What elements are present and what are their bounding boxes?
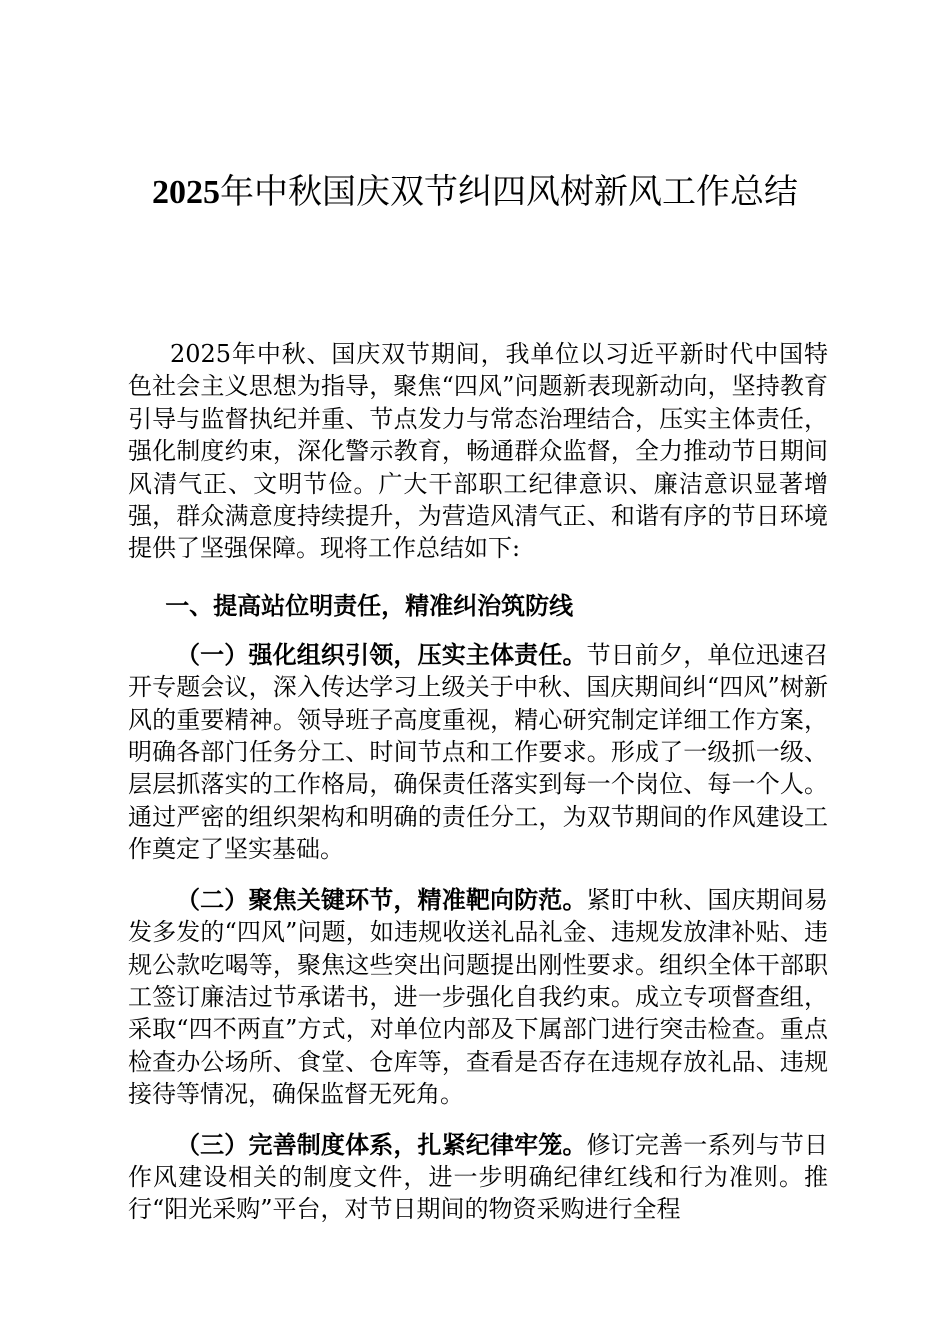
- title-year: 2025: [152, 174, 220, 211]
- item-text: 节日前夕，单位迅速召开专题会议，深入传达学习上级关于中秋、国庆期间纠“四风”树新风的重要精神。领导班子高度重视，精心研究制定详细工作方案，明确各部门任务分工、时间节点和工作要求。形成了一级抓一级、层层抓落实的工作格局，确保责任落实到每一个岗位、每一个人。通过严密的组织架构和明确的责任分工，为双节期间的作风建设工作奠定了坚实基础。: [128, 640, 829, 864]
- paragraph-item-1: [128, 639, 828, 866]
- intro-paragraph: 2025年中秋、国庆双节期间，我单位以习近平新时代中国特色社会主义思想为指导，聚焦“四风”问题新表现新动向，坚持教育引导与监督执纪并重、节点发力与常态治理结合，压实主体责任，强化制度约束，深化警示教育，畅通群众监督，全力推动节日期间风清气正、文明节俭。广大干部职工纪律意识、廉洁意识显著增强，群众满意度持续提升，为营造风清气正、和谐有序的节日环境提供了坚强保障。现将工作总结如下:: [128, 340, 828, 563]
- item-text: 修订完善一系列与节日作风建设相关的制度文件，进一步明确纪律红线和行为准则。推行“阳光采购”平台，对节日期间的物资采购进行全程: [128, 1130, 829, 1224]
- item-text: 紧盯中秋、国庆期间易发多发的“四风”问题，如违规收送礼品礼金、违规发放津补贴、违规公款吃喝等，聚焦这些突出问题提出刚性要求。组织全体干部职工签订廉洁过节承诺书，进一步强化自我约束。成立专项督查组，采取“四不两直”方式，对单位内部及下属部门进行突击检查。重点检查办公场所、食堂、仓库等，查看是否存在违规存放礼品、违规接待等情况，确保监督无死角。: [128, 885, 829, 1109]
- document-title: [60, 168, 890, 217]
- item-lead: （一）强化组织引领，压实主体责任。: [176, 639, 587, 669]
- document-body: [128, 338, 828, 1226]
- section-heading: 一、提高站位明责任，精准纠治筑防线: [165, 590, 574, 620]
- item-lead: （三）完善制度体系，扎紧纪律牢笼。: [176, 1129, 587, 1159]
- title-text: 年中秋国庆双节纠四风树新风工作总结: [220, 172, 798, 212]
- item-lead: （二）聚焦关键环节，精准靶向防范。: [176, 884, 587, 914]
- paragraph-item-2: [128, 884, 828, 1111]
- paragraph-item-3: [128, 1129, 828, 1226]
